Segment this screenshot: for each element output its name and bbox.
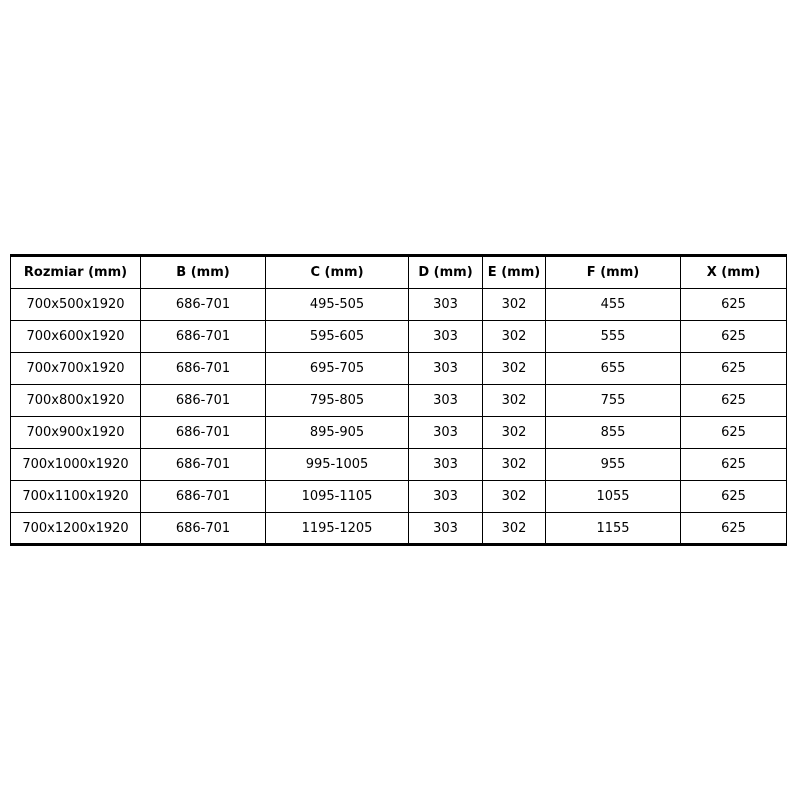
column-header: C (mm) [266, 256, 409, 289]
table-cell: 700x1000x1920 [11, 449, 141, 481]
table-cell: 686-701 [141, 385, 266, 417]
table-cell: 700x1200x1920 [11, 513, 141, 545]
table-cell: 686-701 [141, 353, 266, 385]
table-row [11, 417, 787, 449]
table-cell: 625 [681, 417, 787, 449]
table-cell: 495-505 [266, 289, 409, 321]
table-cell: 302 [483, 513, 546, 545]
table-cell: 700x500x1920 [11, 289, 141, 321]
table-cell: 302 [483, 289, 546, 321]
table-cell: 625 [681, 513, 787, 545]
table-cell: 955 [546, 449, 681, 481]
table-cell: 700x900x1920 [11, 417, 141, 449]
table-row [11, 353, 787, 385]
table-cell: 686-701 [141, 449, 266, 481]
table-cell: 303 [409, 417, 483, 449]
table-cell: 455 [546, 289, 681, 321]
table-cell: 995-1005 [266, 449, 409, 481]
table-cell: 303 [409, 289, 483, 321]
table-cell: 895-905 [266, 417, 409, 449]
table-cell: 686-701 [141, 481, 266, 513]
table-body [11, 289, 787, 545]
table-cell: 625 [681, 321, 787, 353]
table-header [11, 256, 787, 289]
table-cell: 302 [483, 449, 546, 481]
table-cell: 303 [409, 321, 483, 353]
table-header-row [11, 256, 787, 289]
table-cell: 700x700x1920 [11, 353, 141, 385]
table-cell: 303 [409, 481, 483, 513]
column-header: E (mm) [483, 256, 546, 289]
table-cell: 1195-1205 [266, 513, 409, 545]
column-header: Rozmiar (mm) [11, 256, 141, 289]
table-cell: 855 [546, 417, 681, 449]
table-row [11, 321, 787, 353]
column-header: B (mm) [141, 256, 266, 289]
table-row [11, 481, 787, 513]
table-cell: 755 [546, 385, 681, 417]
column-header: D (mm) [409, 256, 483, 289]
table-cell: 302 [483, 481, 546, 513]
table-cell: 625 [681, 449, 787, 481]
column-header: X (mm) [681, 256, 787, 289]
table-cell: 695-705 [266, 353, 409, 385]
table-row [11, 513, 787, 545]
table-cell: 595-605 [266, 321, 409, 353]
table-cell: 303 [409, 449, 483, 481]
table-cell: 795-805 [266, 385, 409, 417]
table-cell: 303 [409, 353, 483, 385]
table-row [11, 385, 787, 417]
table-cell: 1155 [546, 513, 681, 545]
table-cell: 686-701 [141, 417, 266, 449]
table-cell: 302 [483, 321, 546, 353]
table-cell: 302 [483, 417, 546, 449]
table-cell: 303 [409, 385, 483, 417]
table-cell: 302 [483, 385, 546, 417]
table-cell: 303 [409, 513, 483, 545]
table-cell: 625 [681, 353, 787, 385]
table-cell: 625 [681, 481, 787, 513]
table-cell: 1095-1105 [266, 481, 409, 513]
table-cell: 625 [681, 289, 787, 321]
table-cell: 700x800x1920 [11, 385, 141, 417]
table-cell: 555 [546, 321, 681, 353]
table-cell: 625 [681, 385, 787, 417]
table-cell: 700x600x1920 [11, 321, 141, 353]
table-cell: 686-701 [141, 513, 266, 545]
column-header: F (mm) [546, 256, 681, 289]
table-row [11, 449, 787, 481]
table-cell: 686-701 [141, 289, 266, 321]
table-cell: 1055 [546, 481, 681, 513]
table-cell: 686-701 [141, 321, 266, 353]
table-cell: 302 [483, 353, 546, 385]
table-row [11, 289, 787, 321]
table-cell: 700x1100x1920 [11, 481, 141, 513]
dimension-spec-table [10, 254, 787, 546]
table-cell: 655 [546, 353, 681, 385]
